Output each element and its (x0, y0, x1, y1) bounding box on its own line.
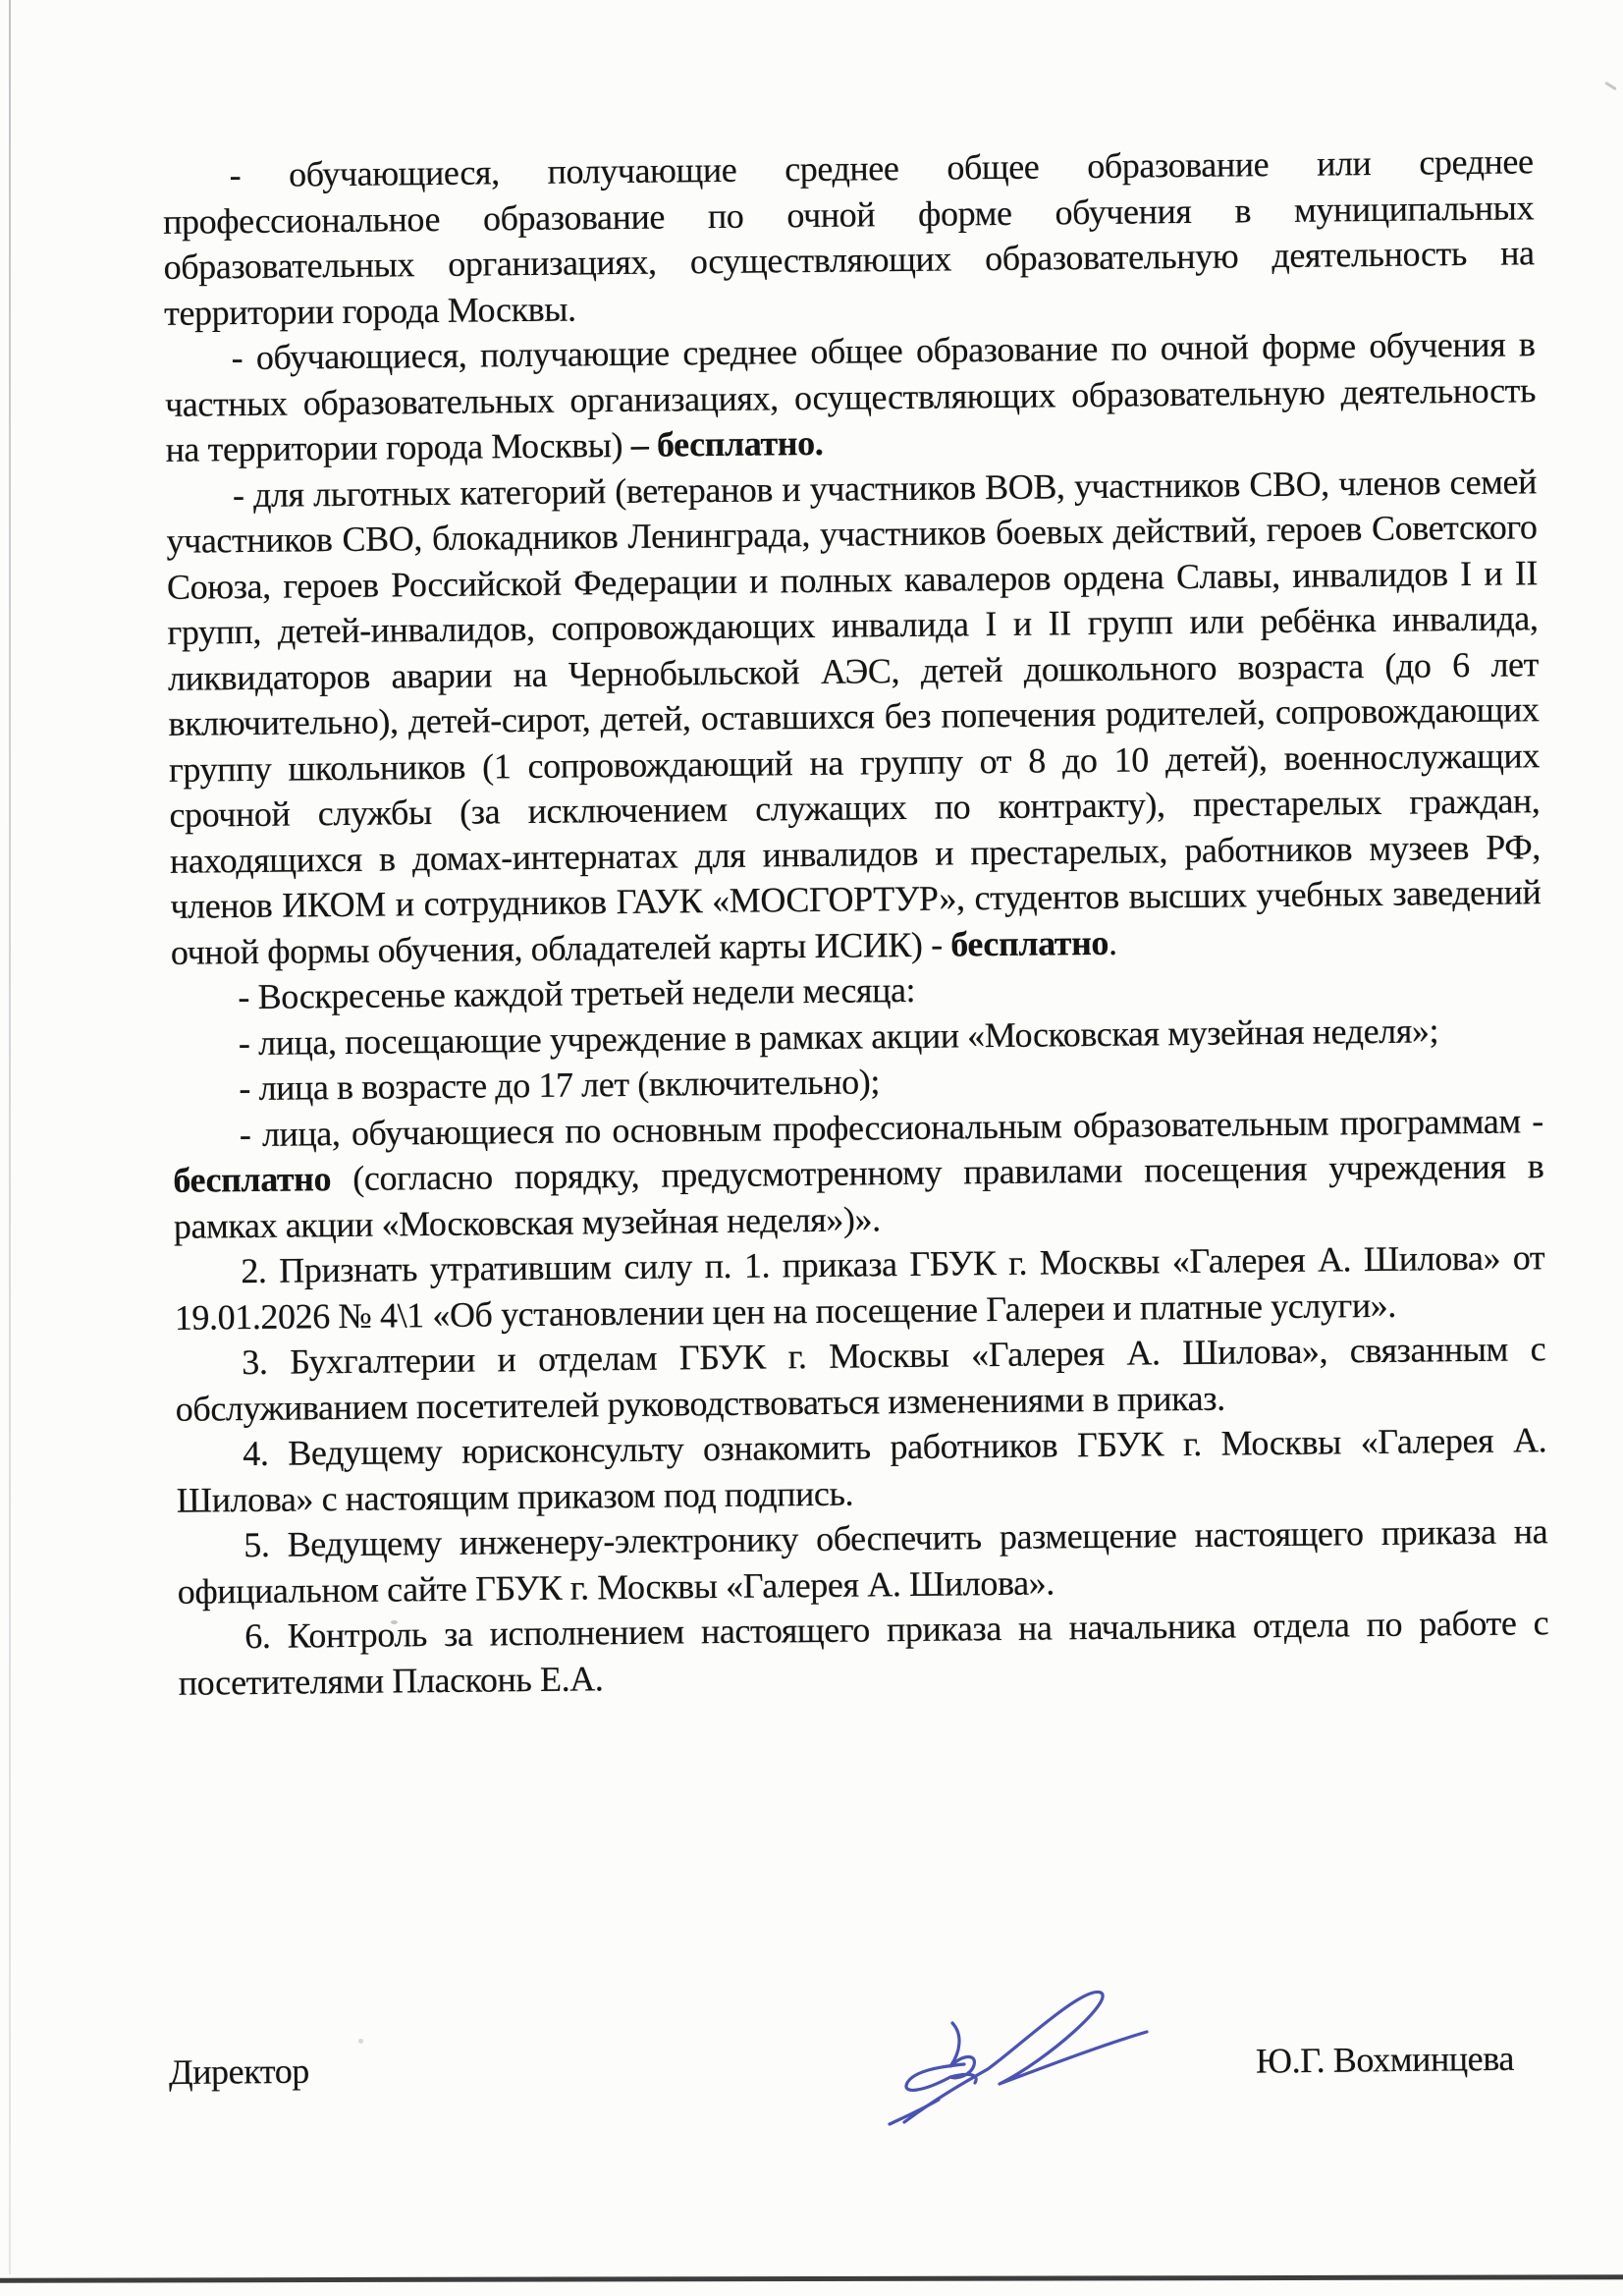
paragraph (176, 1417, 1547, 1523)
paragraph (173, 1098, 1544, 1249)
paragraph-text: 5. Ведущему инженеру-электронику обеспечить размещение настоящего приказа на официальном сайте ГБУК г. Москвы «Галерея А. Шилова». (177, 1511, 1548, 1612)
paragraph-text: 6. Контроль за исполнением настоящего приказа на начальника отдела по работе с посетителями Пласконь Е.А. (178, 1603, 1549, 1703)
scan-speck (358, 2039, 363, 2044)
paragraph-text-bold: бесплатно (173, 1159, 332, 1200)
scan-speck (1604, 82, 1617, 90)
paragraph-text: - для льготных категорий (ветеранов и участников ВОВ, участников СВО, членов семей участников СВО, блокадников Ленинграда, участников боевых действий, героев Советского Союза, героев Российской Федерации и полных кавалеров ордена Славы, инвалидов I и II групп, детей-инвалидов, сопровождающих инвалида I и II групп или ребёнка инвалида, ликвидаторов аварии на Чернобыльской АЭС, детей дошкольного возраста (до 6 лет включительно), детей-сирот, детей, оставшихся без попечения родителей, сопровождающих группу школьников (1 сопровождающий на группу от 8 до 10 детей), военнослужащих срочной службы (за исключением служащих по контракту), престарелых граждан, находящихся в домах-интернатах для инвалидов и престарелых, работников музеев РФ, членов ИКОМ и сотрудников ГАУК «МОСГОРТУР», студентов высших учебных заведений очной формы обучения, обладателей карты ИСИК) - (166, 461, 1542, 972)
paragraph-text: . (1108, 922, 1117, 962)
paragraph-text: - Воскресенье каждой третьей недели месяца: (238, 969, 916, 1017)
scan-bottom-edge-line (0, 2274, 1623, 2282)
paragraph (177, 1508, 1548, 1614)
paragraph-text: - лица, посещающие учреждение в рамках акции «Московская музейная неделя»; (238, 1010, 1439, 1063)
paragraph-text: (согласно порядку, предусмотренному правилами посещения учреждения в рамках акции «Московская музейная неделя»)». (173, 1146, 1544, 1246)
paragraph (174, 1234, 1545, 1340)
paragraph-text-bold: бесплатно (950, 922, 1109, 964)
paragraph (175, 1326, 1546, 1432)
signature-name: Ю.Г. Вохминцева (1255, 2038, 1515, 2081)
paragraph (164, 321, 1536, 472)
signature-role: Директор (168, 2050, 310, 2093)
paragraph-text-bold: – бесплатно. (630, 422, 824, 465)
paragraph (162, 138, 1535, 336)
paragraph-text: - обучающиеся, получающие среднее общее образование или среднее профессиональное образование по очной форме обучения в муниципальных образовательных организациях, осуществляющих образовательную деятельность на территории города Москвы. (162, 141, 1535, 333)
document-paragraphs (162, 138, 1548, 1706)
scan-left-edge-line (9, 0, 11, 2274)
paragraph-text: 4. Ведущему юрисконсульту ознакомить работников ГБУК г. Москвы «Галерея А. Шилова» с настоящим приказом под подпись. (176, 1420, 1547, 1520)
paragraph-text: - лица в возрасте до 17 лет (включительно); (239, 1062, 881, 1109)
signature-block (169, 2038, 1514, 2093)
paragraph-text: - обучающиеся, получающие среднее общее образование по очной форме обучения в частных образовательных организациях, осуществляющих образовательную деятельность на территории города Москвы) (164, 324, 1537, 469)
paragraph-text: - лица, обучающиеся по основным профессиональным образовательным программам - (239, 1100, 1544, 1154)
paragraph-text: 2. Признать утратившим силу п. 1. приказа ГБУК г. Москвы «Галерея А. Шилова» от 19.01.2026 № 4\1 «Об установлении цен на посещение Галереи и платные услуги». (174, 1237, 1545, 1338)
paragraph (178, 1600, 1549, 1706)
paragraph (166, 459, 1542, 975)
paragraph-text: 3. Бухгалтерии и отделам ГБУК г. Москвы «Галерея А. Шилова», связанным с обслуживанием посетителей руководствоваться изменениями в приказ. (175, 1329, 1546, 1429)
